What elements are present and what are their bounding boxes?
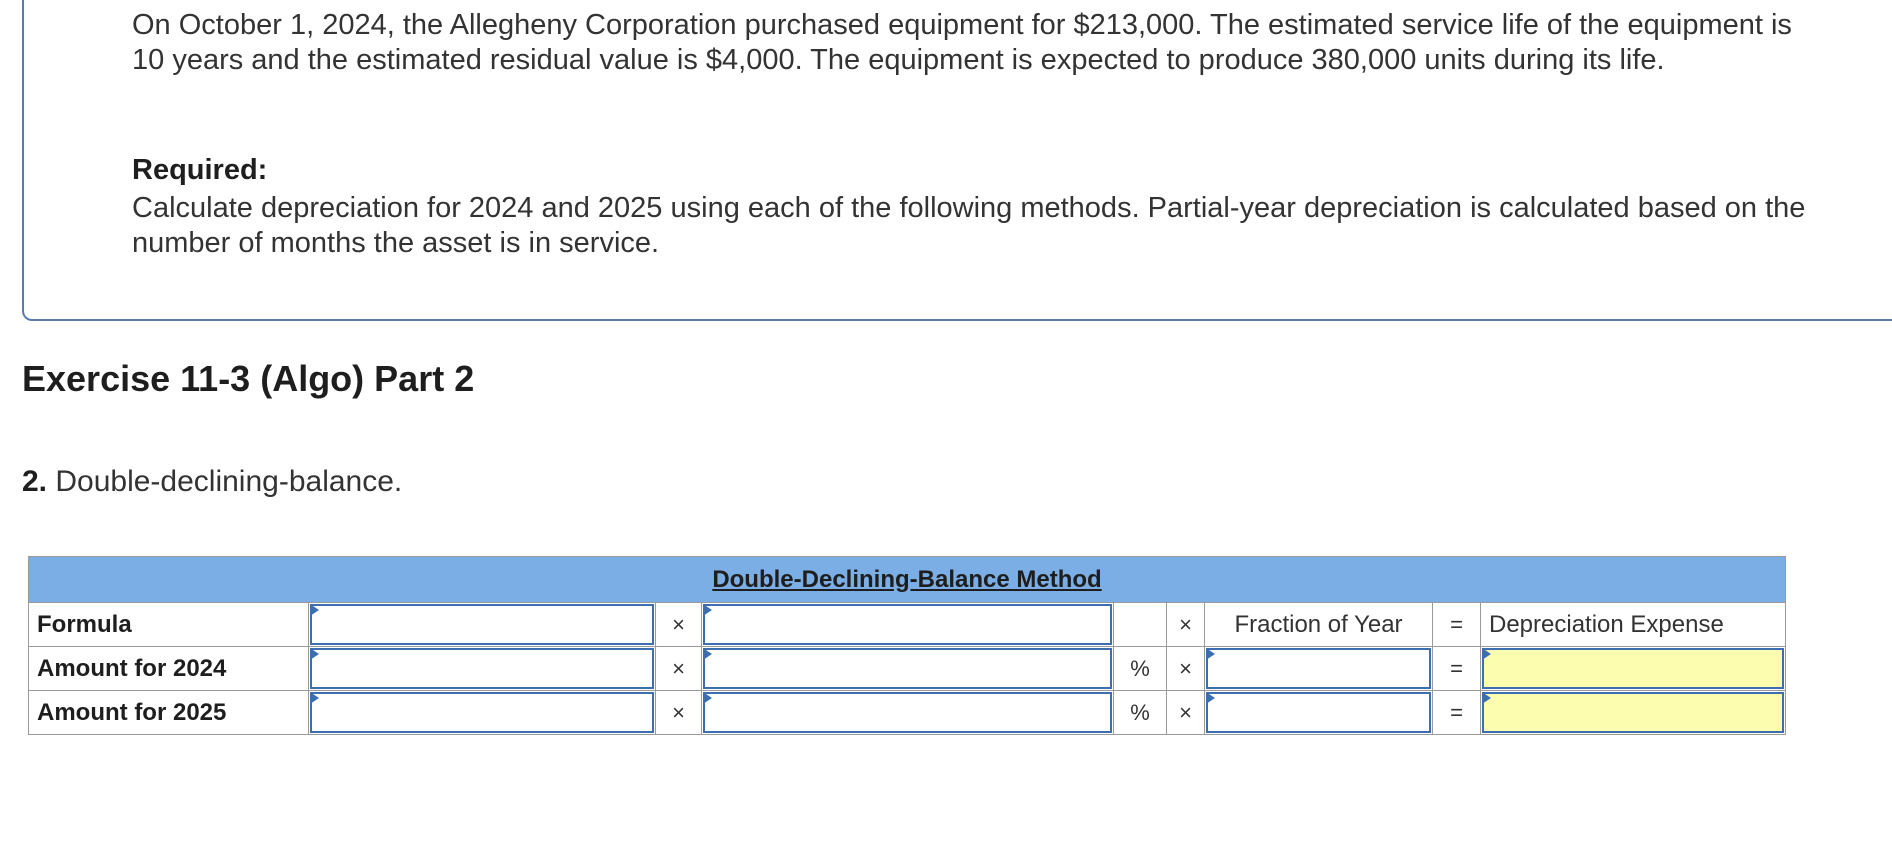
table-row-2024 (29, 647, 1786, 691)
dropdown-marker-icon (310, 604, 319, 616)
amount-2025-result-input[interactable] (1481, 691, 1786, 735)
amount-2024-fraction-input[interactable] (1205, 647, 1433, 691)
dropdown-marker-icon (703, 604, 712, 616)
depreciation-expense-label: Depreciation Expense (1481, 603, 1786, 647)
equals-sign: = (1433, 647, 1481, 691)
equals-sign: = (1433, 691, 1481, 735)
part-heading (22, 465, 402, 499)
percent-sign: % (1114, 691, 1167, 735)
table-row-2025 (29, 691, 1786, 735)
formula-input-2[interactable] (702, 603, 1114, 647)
dropdown-marker-icon (703, 692, 712, 704)
problem-text: On October 1, 2024, the Allegheny Corporation purchased equipment for $213,000. The estimated service life of the equipment is 10 years and the estimated residual value is $4,000. The equipment is expected to produce 380,000 units during its life. (132, 9, 1792, 76)
part-text: Double-declining-balance. (47, 465, 403, 498)
dropdown-marker-icon (310, 648, 319, 660)
dropdown-marker-icon (703, 648, 712, 660)
multiply-sign: × (1167, 691, 1205, 735)
table-header: Double-Declining-Balance Method (29, 557, 1786, 603)
dropdown-marker-icon (1482, 648, 1491, 660)
dropdown-marker-icon (1206, 692, 1215, 704)
amount-2025-fraction-input[interactable] (1205, 691, 1433, 735)
row-label: Amount for 2024 (29, 647, 309, 691)
part-number: 2. (22, 465, 48, 498)
ddb-table (28, 556, 1786, 735)
row-label: Formula (29, 603, 309, 647)
percent-sign (1114, 603, 1167, 647)
table-row-formula (29, 603, 1786, 647)
multiply-sign: × (1167, 603, 1205, 647)
exercise-title: Exercise 11-3 (Algo) Part 2 (22, 358, 475, 399)
amount-2024-rate-input[interactable] (702, 647, 1114, 691)
dropdown-marker-icon (310, 692, 319, 704)
required-label: Required: (132, 154, 268, 186)
required-text: Calculate depreciation for 2024 and 2025 using each of the following methods. Partial-year depreciation is calculated based on the number of months the asset is in service. (132, 192, 1806, 259)
multiply-sign: × (656, 691, 702, 735)
amount-2024-input-1[interactable] (309, 647, 656, 691)
amount-2025-rate-input[interactable] (702, 691, 1114, 735)
fraction-of-year-label: Fraction of Year (1205, 603, 1433, 647)
amount-2025-input-1[interactable] (309, 691, 656, 735)
percent-sign: % (1114, 647, 1167, 691)
dropdown-marker-icon (1206, 648, 1215, 660)
multiply-sign: × (656, 647, 702, 691)
amount-2024-result-input[interactable] (1481, 647, 1786, 691)
formula-input-1[interactable] (309, 603, 656, 647)
multiply-sign: × (656, 603, 702, 647)
row-label: Amount for 2025 (29, 691, 309, 735)
dropdown-marker-icon (1482, 692, 1491, 704)
problem-statement-box (22, 0, 1892, 321)
multiply-sign: × (1167, 647, 1205, 691)
equals-sign: = (1433, 603, 1481, 647)
